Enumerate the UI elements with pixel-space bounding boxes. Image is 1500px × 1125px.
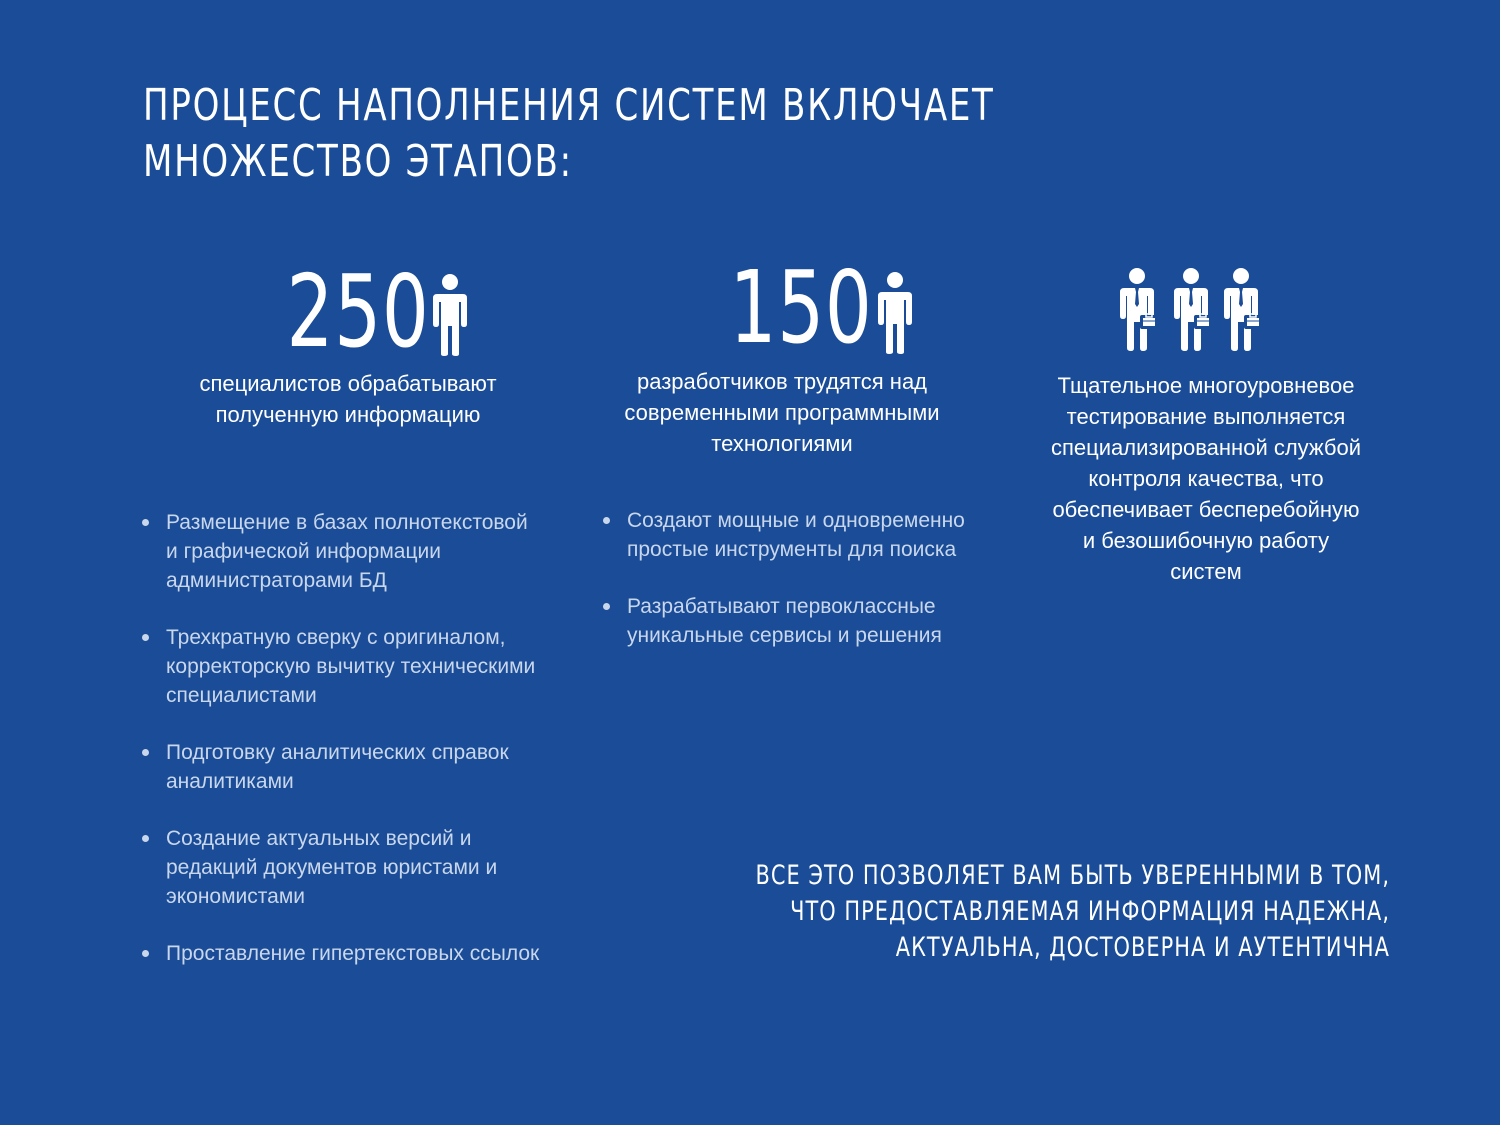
bullet-dot: [142, 519, 149, 526]
page-title-line-1: ПРОЦЕСС НАПОЛНЕНИЯ СИСТЕМ ВКЛЮЧАЕТ: [143, 80, 995, 131]
person-icon: [432, 274, 468, 356]
list-item: [142, 623, 582, 710]
caption-line: современными программными: [624, 400, 940, 425]
caption-line: технологиями: [711, 431, 853, 456]
bullet-dot: [603, 517, 610, 524]
conclusion-line: АКТУАЛЬНА, ДОСТОВЕРНА И АУТЕНТИЧНА: [895, 932, 1390, 963]
list-item-line: Создают мощные и одновременно: [627, 509, 965, 532]
caption-line: систем: [1170, 559, 1242, 584]
list-item-line: Проставление гипертекстовых ссылок: [166, 942, 540, 965]
conclusion-line: ВСЕ ЭТО ПОЗВОЛЯЕТ ВАМ БЫТЬ УВЕРЕННЫМИ В ТОМ,: [755, 860, 1390, 891]
list-item-line: Создание актуальных версий и: [166, 827, 472, 850]
list-item-line: администраторами БД: [166, 569, 387, 592]
stat-caption-specialists: [148, 368, 548, 430]
list-item-line: Разрабатывают первоклассные: [627, 595, 936, 618]
businessmen-group-icon: [1120, 268, 1266, 352]
list-item-line: специалистами: [166, 684, 317, 707]
caption-line: полученную информацию: [215, 402, 481, 427]
list-item: [142, 508, 582, 595]
bullet-dot: [603, 603, 610, 610]
bullet-dot: [142, 749, 149, 756]
bullet-dot: [142, 835, 149, 842]
bullet-list-specialists: [142, 508, 582, 968]
stat-block-specialists: [255, 253, 468, 370]
list-item-line: редакций документов юристами и: [166, 856, 498, 879]
stat-caption-developers: [582, 366, 982, 459]
caption-line: специалистов обрабатывают: [199, 371, 497, 396]
list-item: [142, 824, 582, 911]
caption-line: контроля качества, что: [1088, 466, 1324, 491]
caption-line: разработчиков трудятся над: [636, 369, 928, 394]
caption-line: и безошибочную работу: [1082, 528, 1330, 553]
list-item: [603, 592, 1003, 650]
caption-line: обеспечивает бесперебойную: [1052, 497, 1360, 522]
list-item-line: Размещение в базах полнотекстовой: [166, 511, 528, 534]
stat-number-developers: 150: [729, 249, 873, 366]
list-item-line: аналитиками: [166, 770, 294, 793]
stat-caption-testing: [1016, 370, 1396, 587]
stat-number-specialists: 250: [286, 253, 430, 370]
bullet-dot: [142, 950, 149, 957]
stat-block-developers: [698, 249, 913, 366]
list-item-line: экономистами: [166, 885, 305, 908]
list-item: [603, 506, 1003, 564]
person-icon: [877, 272, 913, 354]
list-item-line: простые инструменты для поиска: [627, 538, 957, 561]
bullet-dot: [142, 634, 149, 641]
list-item-line: Подготовку аналитических справок: [166, 741, 509, 764]
list-item: [142, 738, 582, 796]
caption-line: тестирование выполняется: [1066, 404, 1346, 429]
list-item-line: Трехкратную сверку с оригиналом,: [166, 626, 506, 649]
caption-line: специализированной службой: [1050, 435, 1362, 460]
conclusion-text: [702, 858, 1390, 966]
list-item: [142, 939, 582, 968]
list-item-line: уникальные сервисы и решения: [627, 624, 942, 647]
list-item-line: корректорскую вычитку техническими: [166, 655, 536, 678]
caption-line: Тщательное многоуровневое: [1057, 373, 1355, 398]
bullet-list-developers: [603, 506, 1003, 650]
page-title-line-2: МНОЖЕСТВО ЭТАПОВ:: [143, 136, 573, 187]
page-title: [143, 78, 1003, 190]
conclusion-line: ЧТО ПРЕДОСТАВЛЯЕМАЯ ИНФОРМАЦИЯ НАДЕЖНА,: [790, 896, 1390, 927]
list-item-line: и графической информации: [166, 540, 441, 563]
